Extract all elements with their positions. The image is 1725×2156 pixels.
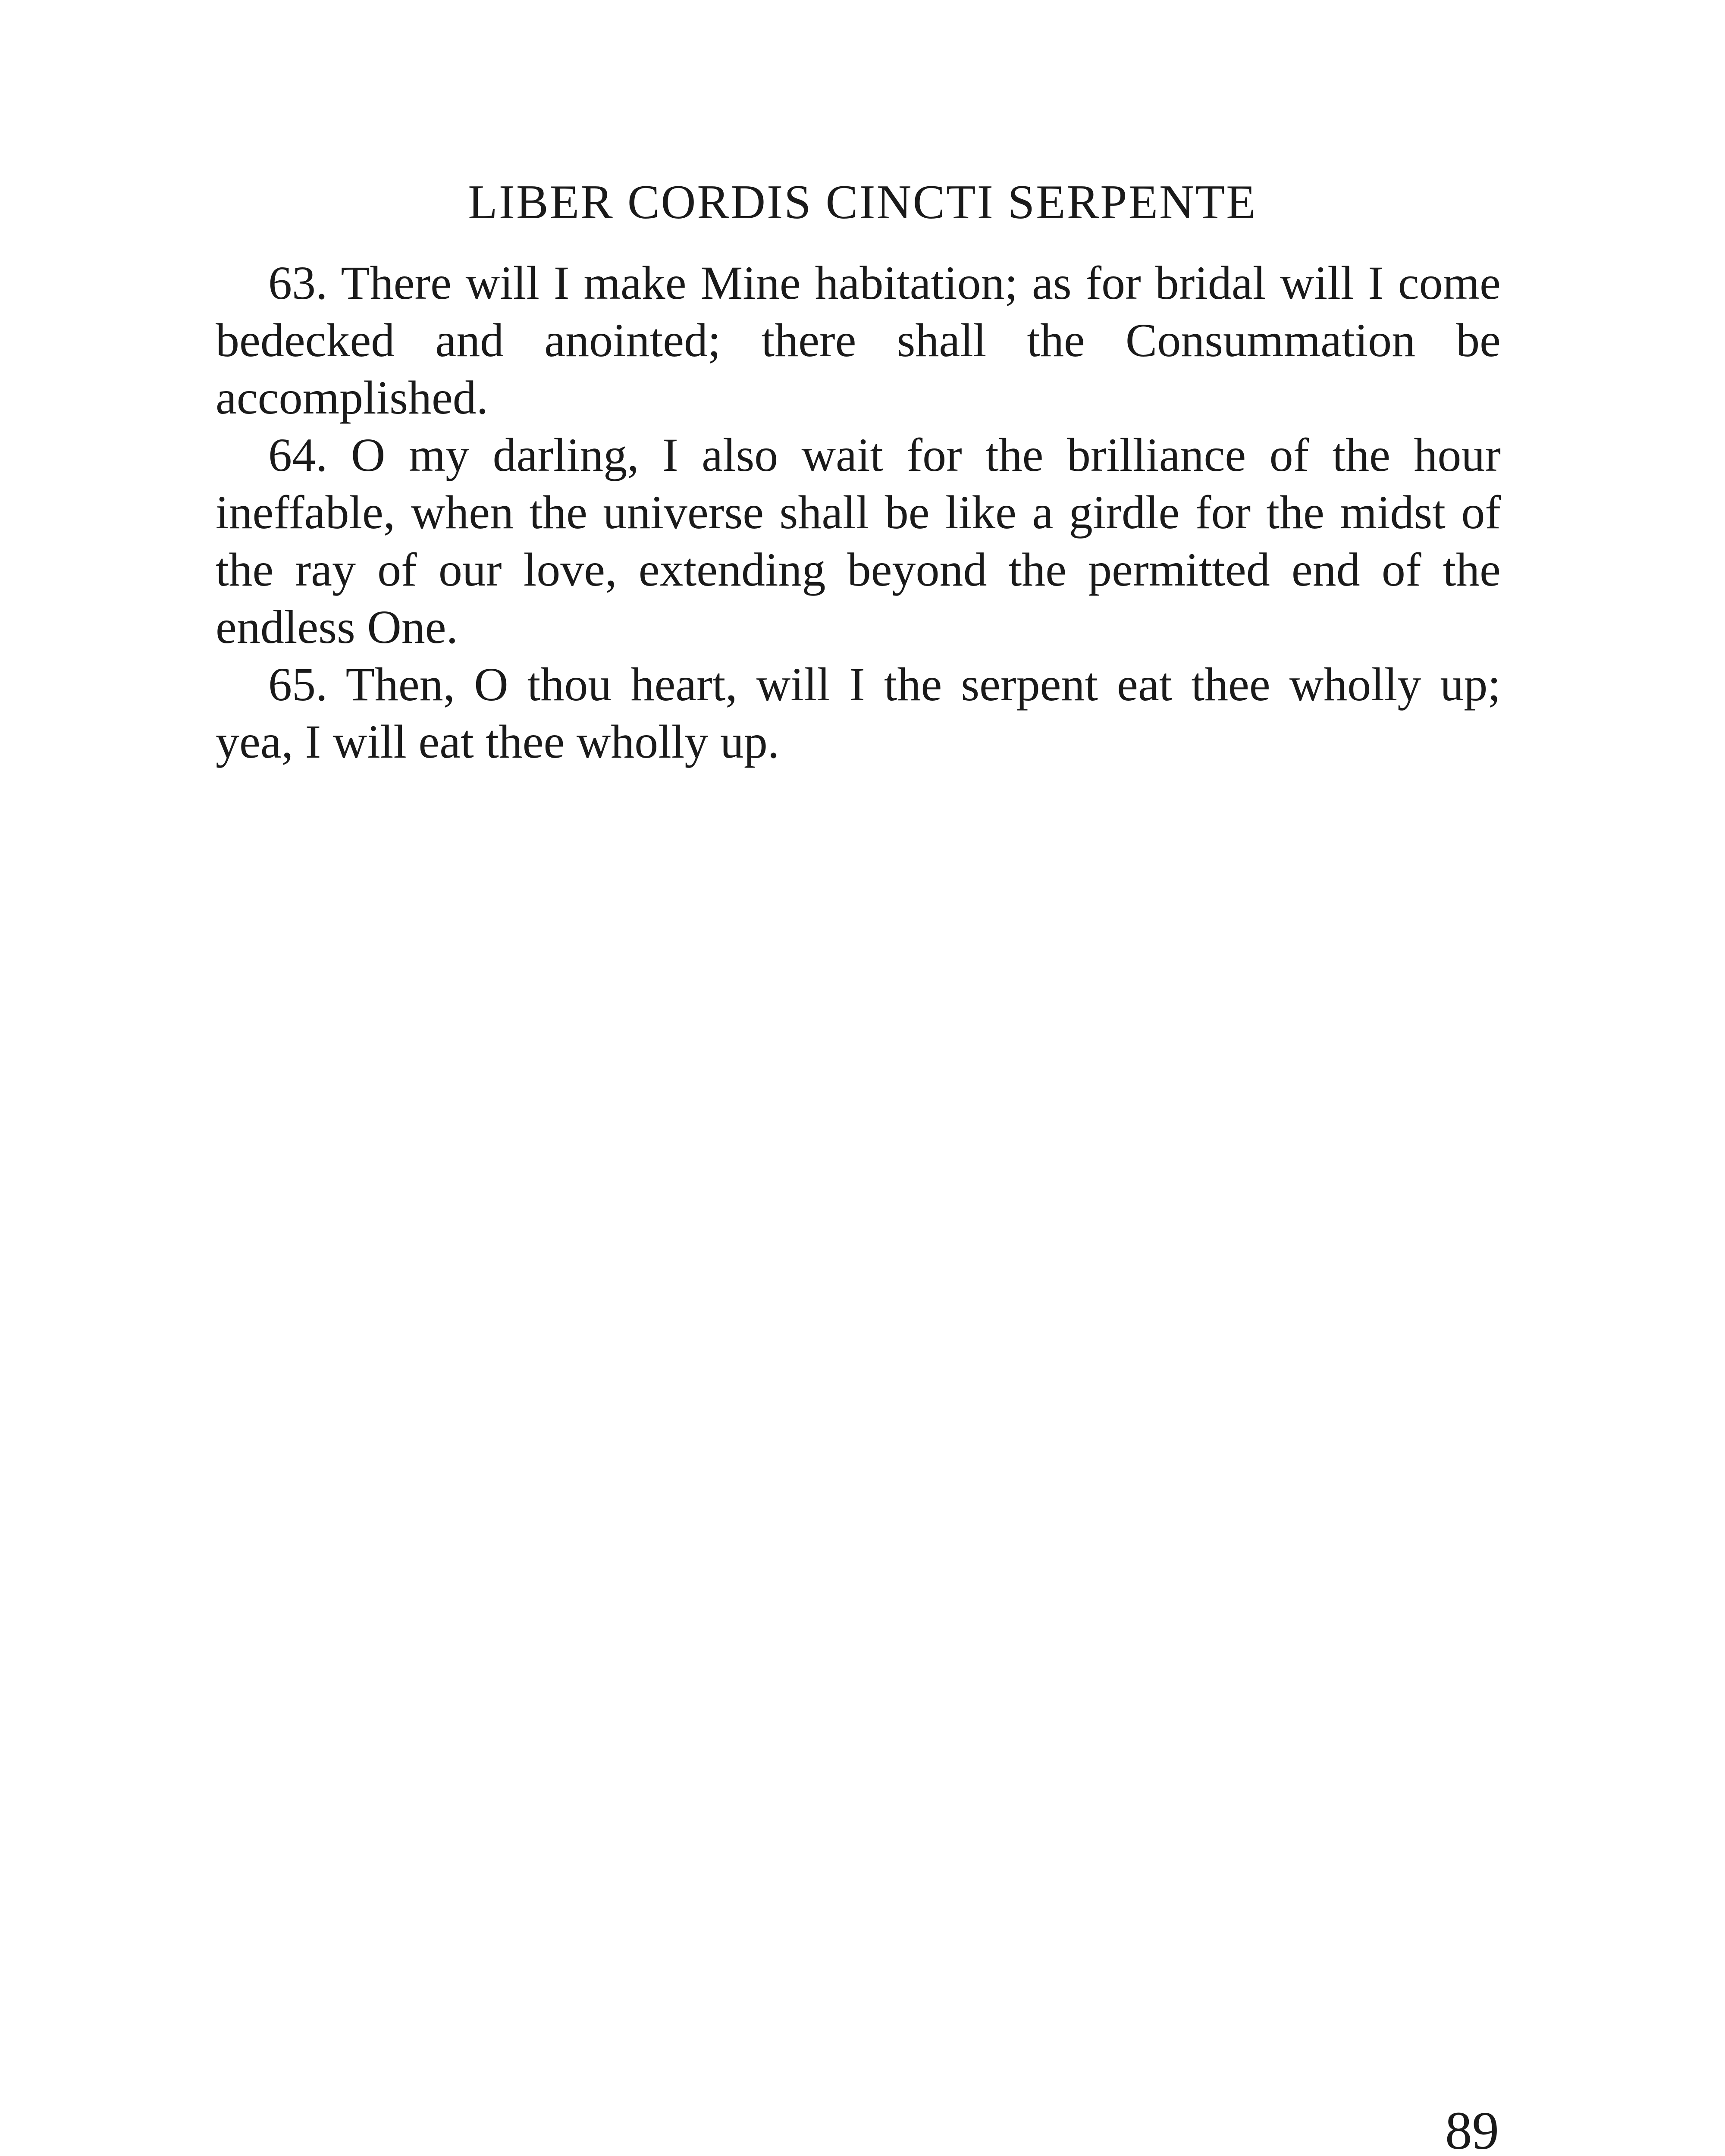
verse-63: 63. There will I make Mine habitation; as for bridal will I come bedecked and anointed; there shall the Consummation be accomplished. [216, 257, 1501, 424]
verse-64: 64. O my darling, I also wait for the brilliance of the hour ineffable, when the universe shall be like a girdle for the midst of the ray of our love, extending beyond the permitted end of the endless One. [216, 429, 1501, 653]
verse-65: 65. Then, O thou heart, will I the serpent eat thee wholly up; yea, I will eat thee wholly up. [216, 658, 1501, 768]
page-number: 89 [1445, 2101, 1499, 2156]
running-title: LIBER CORDIS CINCTI SERPENTE [468, 175, 1257, 229]
verse-list [216, 254, 1501, 771]
